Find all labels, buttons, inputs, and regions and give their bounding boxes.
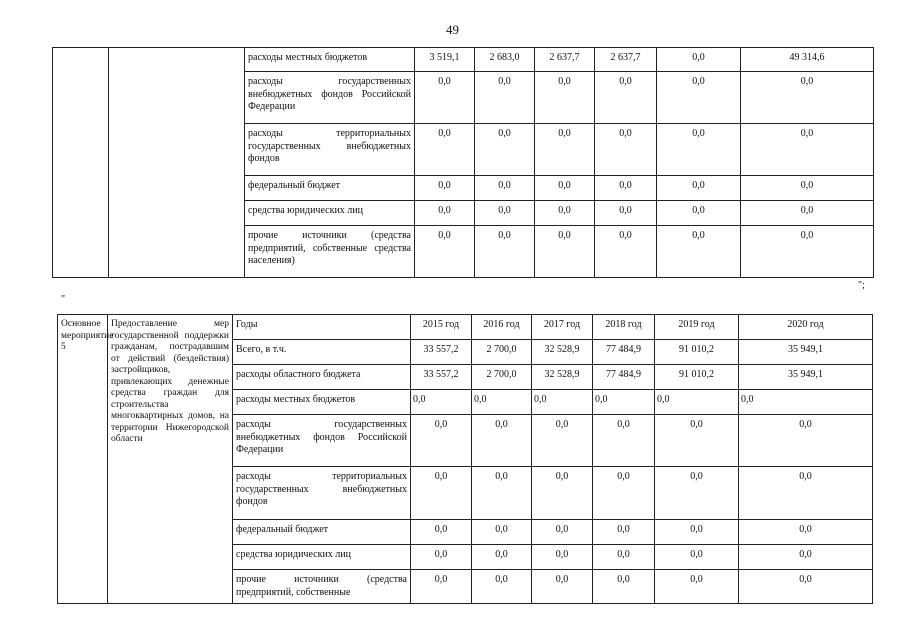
value-cell: 2 637,7 [595,48,657,72]
row-label: Всего, в т.ч. [233,340,411,365]
value-cell: 0,0 [532,545,593,570]
value-cell: 0,0 [472,545,532,570]
value-cell: 0,0 [593,415,655,467]
value-cell: 0,0 [532,520,593,545]
row-label: средства юридических лиц [245,201,415,226]
value-cell: 35 949,1 [739,340,873,365]
row-label: федеральный бюджет [245,176,415,201]
year-header: 2017 год [532,315,593,340]
value-cell: 91 010,2 [655,365,739,390]
year-header: 2020 год [739,315,873,340]
row-label: расходы государственных внебюджетных фондов Российской Федерации [233,415,411,467]
value-cell: 0,0 [415,226,475,278]
value-cell: 0,0 [655,390,739,415]
value-cell: 0,0 [655,570,739,604]
value-cell: 0,0 [739,520,873,545]
value-cell: 0,0 [411,415,472,467]
value-cell: 0,0 [739,415,873,467]
value-cell: 0,0 [415,201,475,226]
value-cell: 33 557,2 [411,340,472,365]
opening-quote: " [61,294,66,305]
value-cell: 2 700,0 [472,340,532,365]
value-cell: 0,0 [411,545,472,570]
value-cell: 0,0 [741,124,874,176]
value-cell: 0,0 [593,520,655,545]
value-cell: 0,0 [657,176,741,201]
value-cell: 0,0 [472,390,532,415]
value-cell: 2 637,7 [535,48,595,72]
years-header: Годы [233,315,411,340]
value-cell: 49 314,6 [741,48,874,72]
value-cell: 33 557,2 [411,365,472,390]
value-cell: 32 528,9 [532,365,593,390]
row-label: прочие источники (средства предприятий, собственные средства населения) [245,226,415,278]
value-cell: 0,0 [593,467,655,520]
table-row [53,48,874,72]
value-cell: 2 700,0 [472,365,532,390]
value-cell: 0,0 [595,124,657,176]
year-header: 2019 год [655,315,739,340]
value-cell: 0,0 [411,570,472,604]
year-header: 2018 год [593,315,655,340]
row-label: расходы областного бюджета [233,365,411,390]
value-cell: 91 010,2 [655,340,739,365]
value-cell: 0,0 [475,201,535,226]
empty-cell [109,48,245,278]
value-cell: 0,0 [593,570,655,604]
value-cell: 0,0 [472,467,532,520]
top-funding-table [52,47,874,278]
value-cell: 0,0 [741,226,874,278]
value-cell: 0,0 [739,390,873,415]
measure-description: Предоставление мер государственной поддержки гражданам, пострадавшим от действий (бездействия) застройщиков, привлекающих денежные средства граждан для строительства многоквартирных домов, на территории Нижегородской области [108,315,233,604]
measure-5-funding-table [57,314,873,604]
row-label: прочие источники (средства предприятий, собственные [233,570,411,604]
value-cell: 0,0 [595,176,657,201]
value-cell: 2 683,0 [475,48,535,72]
header-row [58,315,873,340]
row-label: расходы территориальных государственных внебюджетных фондов [233,467,411,520]
value-cell: 0,0 [595,226,657,278]
page-number: 49 [446,22,459,37]
row-label: расходы государственных внебюджетных фондов Российской Федерации [245,72,415,124]
value-cell: 0,0 [739,467,873,520]
value-cell: 0,0 [741,176,874,201]
value-cell: 0,0 [472,520,532,545]
value-cell: 0,0 [593,545,655,570]
row-label: федеральный бюджет [233,520,411,545]
value-cell: 3 519,1 [415,48,475,72]
value-cell: 0,0 [532,467,593,520]
closing-quote: "; [858,280,865,291]
value-cell: 0,0 [739,570,873,604]
value-cell: 0,0 [415,124,475,176]
value-cell: 0,0 [655,545,739,570]
row-label: расходы местных бюджетов [233,390,411,415]
value-cell: 0,0 [657,48,741,72]
year-header: 2016 год [472,315,532,340]
value-cell: 0,0 [595,201,657,226]
value-cell: 0,0 [532,415,593,467]
value-cell: 0,0 [535,226,595,278]
value-cell: 0,0 [741,72,874,124]
value-cell: 77 484,9 [593,365,655,390]
value-cell: 0,0 [657,201,741,226]
value-cell: 0,0 [535,124,595,176]
value-cell: 0,0 [411,390,472,415]
row-label: средства юридических лиц [233,545,411,570]
value-cell: 32 528,9 [532,340,593,365]
row-label: расходы территориальных государственных внебюджетных фондов [245,124,415,176]
value-cell: 0,0 [593,390,655,415]
value-cell: 0,0 [415,72,475,124]
value-cell: 0,0 [475,176,535,201]
value-cell: 0,0 [535,201,595,226]
value-cell: 0,0 [595,72,657,124]
value-cell: 0,0 [741,201,874,226]
measure-name: Основное мероприятие 5 [58,315,108,604]
value-cell: 0,0 [411,467,472,520]
empty-cell [53,48,109,278]
year-header: 2015 год [411,315,472,340]
value-cell: 77 484,9 [593,340,655,365]
value-cell: 0,0 [655,467,739,520]
value-cell: 0,0 [411,520,472,545]
value-cell: 0,0 [657,226,741,278]
value-cell: 0,0 [655,520,739,545]
value-cell: 0,0 [535,176,595,201]
value-cell: 0,0 [475,226,535,278]
value-cell: 0,0 [475,124,535,176]
value-cell: 0,0 [532,390,593,415]
value-cell: 0,0 [657,72,741,124]
value-cell: 0,0 [657,124,741,176]
value-cell: 0,0 [655,415,739,467]
value-cell: 0,0 [739,545,873,570]
value-cell: 0,0 [532,570,593,604]
value-cell: 35 949,1 [739,365,873,390]
value-cell: 0,0 [415,176,475,201]
value-cell: 0,0 [472,570,532,604]
row-label: расходы местных бюджетов [245,48,415,72]
value-cell: 0,0 [472,415,532,467]
value-cell: 0,0 [475,72,535,124]
value-cell: 0,0 [535,72,595,124]
